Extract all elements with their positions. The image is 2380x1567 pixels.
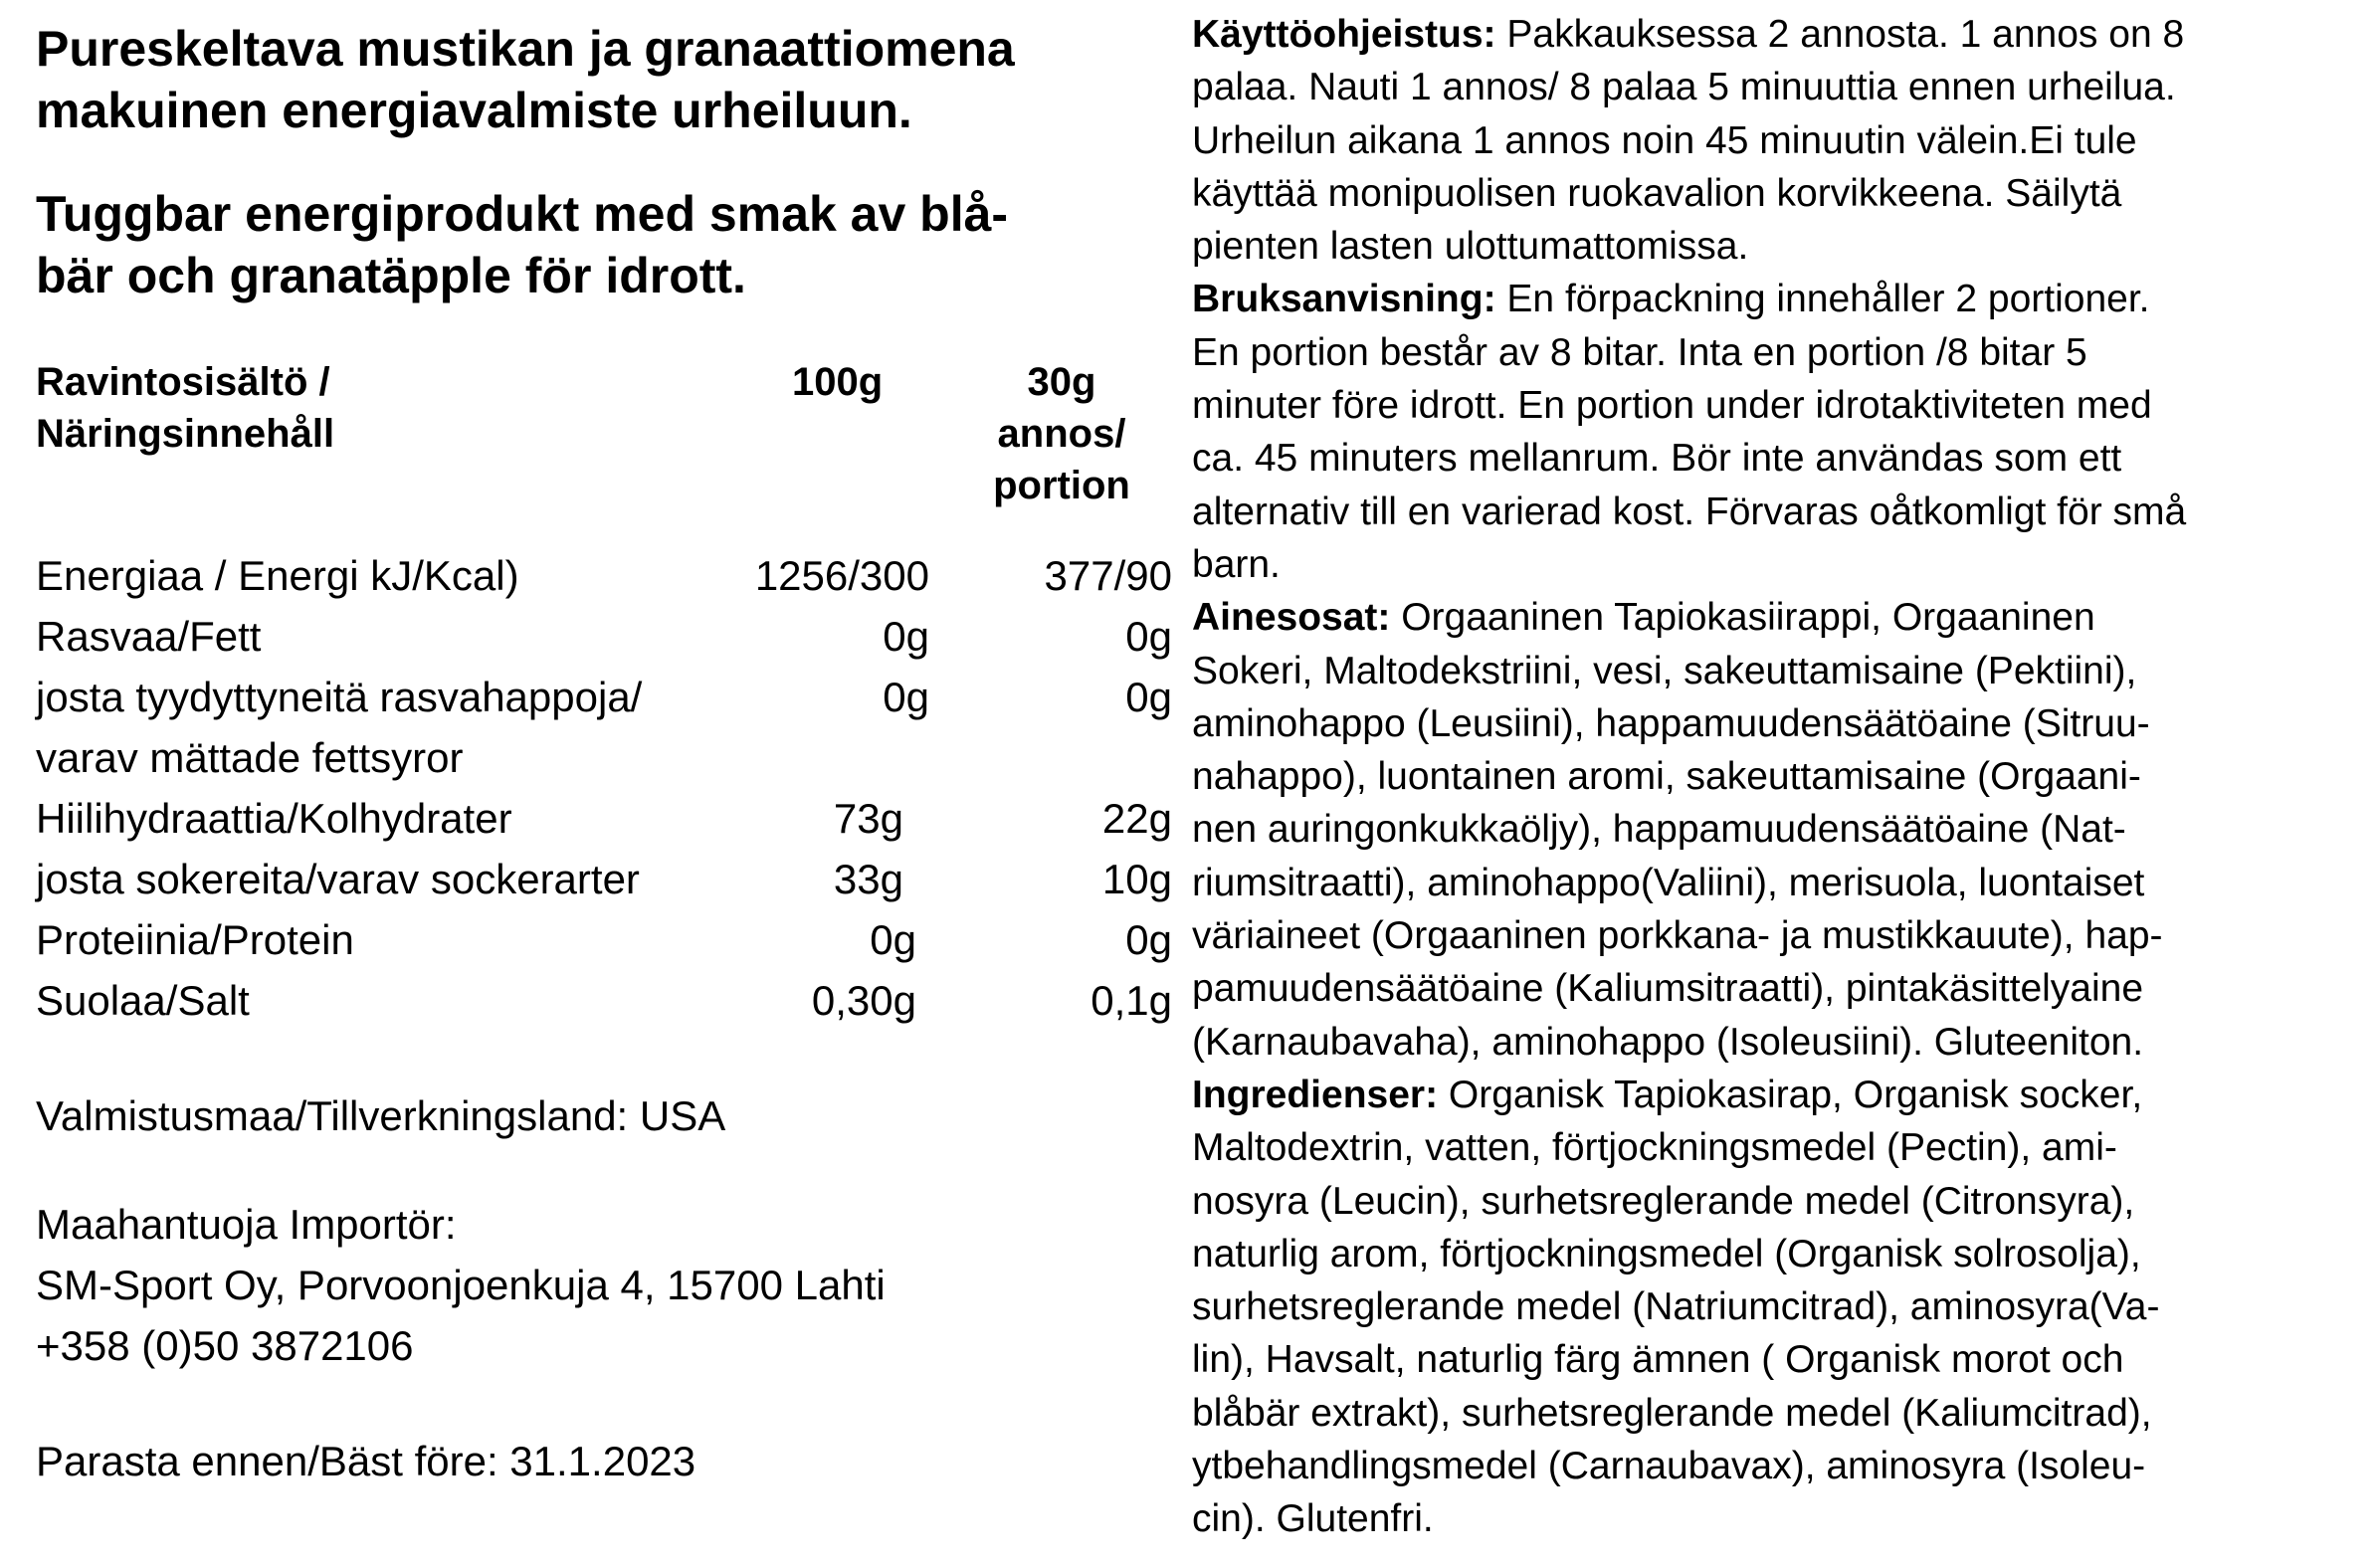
nutrition-row-sugars [36,849,1172,909]
section-text: En förpackning innehåller 2 portioner. En portion består av 8 bitar. Inta en portion /8 bitar 5 minuter före idrott. En portion under idrotaktiviteten med ca. 45 minuters mellanrum. Bör inte användas som ett alternativ till en varierad kost. Förvaras oåtkomligt för små barn. [1192,278,2187,586]
ingredients-finnish [1192,591,2356,1069]
nutrition-header-portion: 30g annos/ portion [993,360,1130,507]
nutrition-row-label: Suolaa/Salt [36,977,250,1024]
ingredients-swedish [1192,1069,2356,1546]
section-title: Bruksanvisning: [1192,278,1496,321]
nutrition-row-label: Energiaa / Energi kJ/Kcal) [36,552,519,599]
nutrition-row-label: Proteiinia/Protein [36,916,354,963]
section-title: Ainesosat: [1192,596,1391,640]
nutrition-row-per100: 0g [883,613,929,660]
section-text: Orgaaninen Tapiokasiirappi, Orgaaninen Sokeri, Maltodekstriini, vesi, sakeuttamisaine (Pektiini), aminohappo (Leusiini), happamuudensäätöaine (Sitruu- nahappo), luontainen aromi, sakeuttamisaine (Orgaani- nen auringonkukkaöljy), happamuudensäätöaine (Nat- riumsitraatti), aminohappo(Valiini), merisuola, luontaiset väriaineet (Orgaaninen porkkana- ja mustikkauute), hap- pamuudensäätöaine (Kaliumsitraatti), pintakäsittelyaine (Karnaubavaha), aminohappo (Isoleusiini). Gluteeniton. [1192,596,2163,1064]
nutrition-row-per30: 0,1g [1091,977,1172,1024]
nutrition-row-label: josta sokereita/varav sockerarter [36,856,640,902]
nutrition-row-per30: 10g [1101,856,1172,902]
nutrition-row-fat [36,606,1172,667]
nutrition-table [36,356,1172,1031]
nutrition-row-label: josta tyydyttyneitä rasvahappoja/ varav mättade fettsyror [36,674,643,781]
left-column [36,18,1172,1491]
country-of-manufacture: Valmistusmaa/Tillverkningsland: USA [36,1092,726,1139]
nutrition-row-saturated-fat [36,667,1172,788]
product-title-swedish: Tuggbar energiprodukt med smak av blå- bär och granatäpple för idrott. [36,186,1009,303]
nutrition-row-per100: 1256/300 [754,552,929,599]
nutrition-row-per100: 73g [833,795,903,842]
best-before-date: Parasta ennen/Bäst före: 31.1.2023 [36,1438,696,1484]
nutrition-row-per30: 0g [1125,916,1172,963]
nutrition-table-header [36,356,1160,545]
nutrition-row-per30: 0g [1125,613,1172,660]
nutrition-row-energy [36,545,1172,606]
nutrition-row-per30: 377/90 [1044,552,1172,599]
usage-instructions-finnish [1192,8,2356,273]
nutrition-row-label: Hiilihydraattia/Kolhydrater [36,795,512,842]
nutrition-row-protein [36,909,1172,970]
nutrition-row-label: Rasvaa/Fett [36,613,262,660]
nutrition-row-carbohydrate [36,788,1172,849]
nutrition-row-per100: 0g [883,674,929,720]
nutrition-row-per30: 0g [1125,674,1172,720]
section-title: Ingredienser: [1192,1073,1439,1116]
nutrition-row-per30: 22g [1101,795,1172,842]
section-text: Organisk Tapiokasirap, Organisk socker, Maltodextrin, vatten, förtjockningsmedel (Pectin), ami- nosyra (Leucin), surhetsreglerande medel (Citronsyra), naturlig arom, förtjockningsmedel (Organisk solrosolja), surhetsreglerande medel (Natriumcitrad), aminosyra(Va- lin), Havsalt, naturlig färg ämnen ( Organisk morot och blåbär extrakt), surhetsreglerande medel (Kaliumcitrad), ytbehandlingsmedel (Carnaubavax), aminosyra (Isoleu- cin). Glutenfri. [1192,1073,2160,1541]
nutrition-row-per100: 0g [870,916,916,963]
nutrition-row-per100: 0,30g [811,977,916,1024]
usage-instructions-swedish [1192,273,2356,591]
nutrition-row-per100: 33g [833,856,903,902]
product-title-finnish: Pureskeltava mustikan ja granaattiomena makuinen energiavalmiste urheiluun. [36,21,1015,138]
nutrition-header-label: Ravintosisältö / Näringsinnehåll [36,360,335,456]
nutrition-row-salt [36,970,1172,1031]
section-text: Pakkauksessa 2 annosta. 1 annos on 8 palaa. Nauti 1 annos/ 8 palaa 5 minuuttia ennen urheilua. Urheilun aikana 1 annos noin 45 minuutin välein.Ei tule käyttää monipuolisen ruokavalion korvikkeena. Säilytä pienten lasten ulottumattomissa. [1192,13,2185,269]
importer-info: Maahantuoja Importör: SM-Sport Oy, Porvoonjoenkuja 4, 15700 Lahti +358 (0)50 3872106 [36,1201,886,1369]
section-title: Käyttöohjeistus: [1192,13,1496,56]
right-column [1192,8,2356,1546]
nutrition-header-100g: 100g [792,360,884,404]
